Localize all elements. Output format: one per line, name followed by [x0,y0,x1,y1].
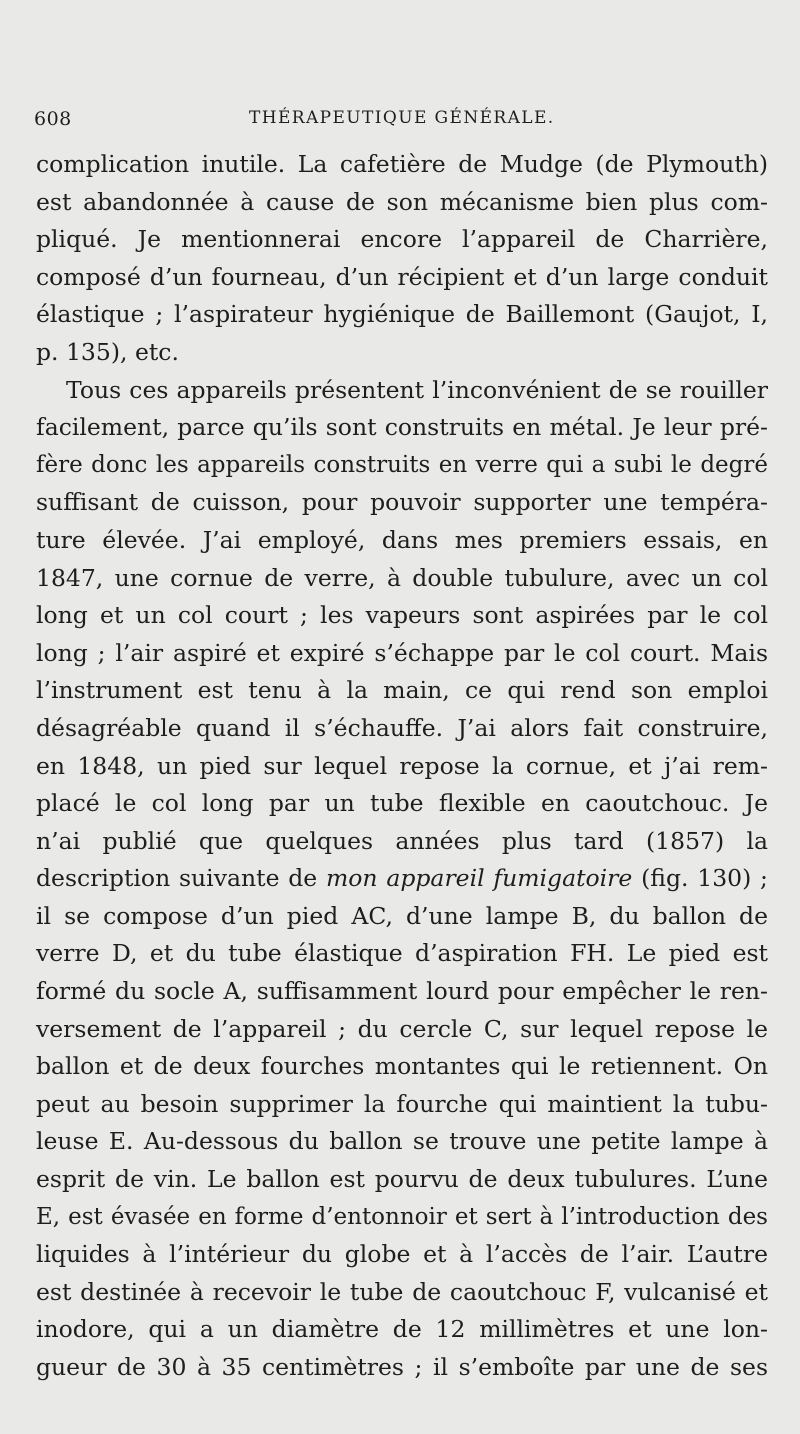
italic-title: mon appareil fumigatoire [325,864,633,893]
text-line: esprit de vin. Le ballon est pourvu de deux tubulures. L’une [36,1165,768,1194]
text-line: est abandonnée à cause de son mécanisme bien plus com- [36,187,768,216]
text-line: fère donc les appareils construits en verre qui a subi le degré [36,451,768,478]
text-line: l’instrument est tenu à la main, ce qui rend son emploi [36,676,768,705]
running-head: THÉRAPEUTIQUE GÉNÉRALE. [249,108,555,128]
text-line: est destinée à recevoir le tube de caoutchouc F, vulcanisé et [36,1277,768,1306]
text-line: il se compose d’un pied AC, d’une lampe B, du ballon de [36,901,768,930]
text-line: complication inutile. La cafetière de Mudge (de Plymouth) [36,150,768,178]
text-segment: description suivante de [36,864,326,893]
text-line: versement de l’appareil ; du cercle C, sur lequel repose le [36,1014,768,1043]
text-segment: (fig. 130) ; [632,864,768,893]
text-line: en 1848, un pied sur lequel repose la cornue, et j’ai rem- [36,751,768,780]
text-line: 1847, une cornue de verre, à double tubulure, avec un col [36,563,768,592]
text-line: n’ai publié que quelques années plus tard (1857) la [36,826,768,855]
text-line: long et un col court ; les vapeurs sont aspirées par le col [36,601,768,630]
text-line-with-italic [36,860,768,898]
page-number: 608 [34,108,72,130]
body-text [36,146,768,1387]
page-header [34,104,766,138]
text-line: liquides à l’intérieur du globe et à l’accès de l’air. L’autre [36,1240,768,1269]
text-line: formé du socle A, suffisamment lourd pour empêcher le ren- [36,977,768,1006]
text-line: gueur de 30 à 35 centimètres ; il s’emboîte par une de ses [36,1353,768,1381]
text-line: composé d’un fourneau, d’un récipient et d’un large conduit [36,262,768,291]
text-line: inodore, qui a un diamètre de 12 millimètres et une lon- [36,1315,768,1344]
text-line: élastique ; l’aspirateur hygiénique de Baillemont (Gaujot, I, [36,300,768,329]
text-line: E, est évasée en forme d’entonnoir et sert à l’introduction des [36,1203,768,1230]
text-line: verre D, et du tube élastique d’aspiration FH. Le pied est [36,939,768,968]
text-line: pliqué. Je mentionnerai encore l’appareil de Charrière, [36,225,768,254]
text-line: ture élevée. J’ai employé, dans mes premiers essais, en [36,525,768,554]
text-line: placé le col long par un tube flexible en caoutchouc. Je [36,789,768,818]
text-line: leuse E. Au-dessous du ballon se trouve une petite lampe à [36,1127,768,1156]
text-line: p. 135), etc. [36,337,179,366]
text-line: long ; l’air aspiré et expiré s’échappe par le col court. Mais [36,638,768,667]
text-line: désagréable quand il s’échauffe. J’ai alors fait construire, [36,713,768,742]
text-line: facilement, parce qu’ils sont construits en métal. Je leur pré- [36,413,768,442]
paragraph-start-line: Tous ces appareils présentent l’inconvénient de se rouiller [66,375,768,404]
text-line: suffisant de cuisson, pour pouvoir supporter une tempéra- [36,488,768,517]
text-line: peut au besoin supprimer la fourche qui maintient la tubu- [36,1089,768,1118]
text-line: ballon et de deux fourches montantes qui le retiennent. On [36,1052,768,1081]
